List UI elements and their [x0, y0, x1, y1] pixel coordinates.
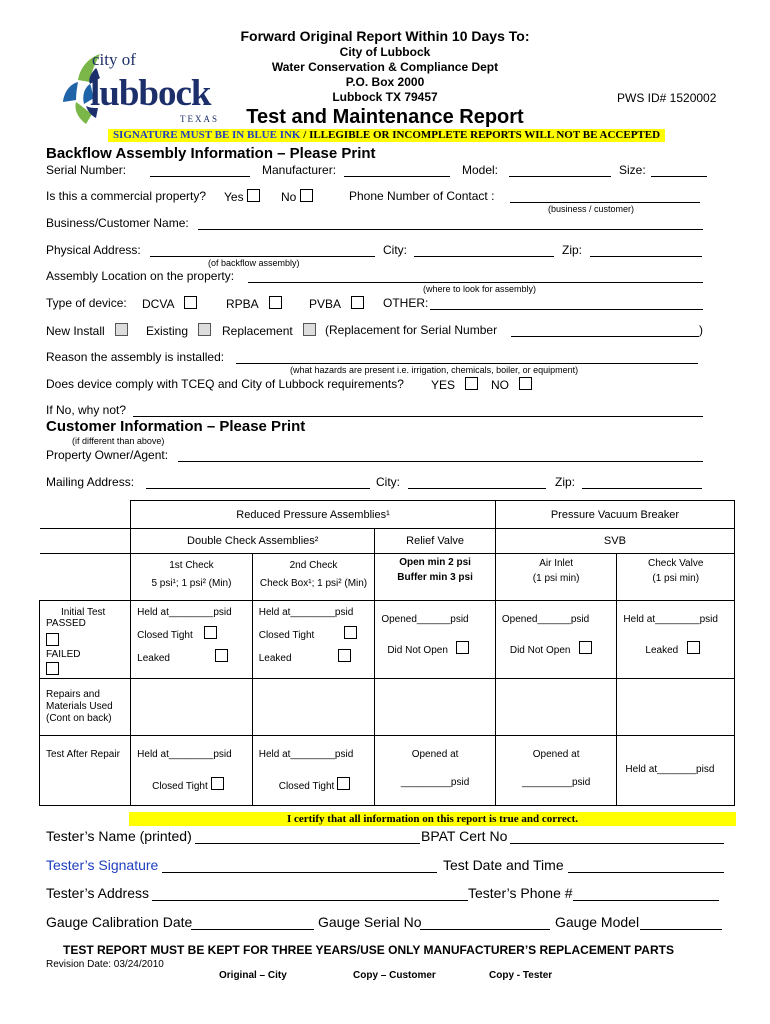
check-valve-sub: (1 psi min): [652, 573, 700, 584]
yes-label: Yes: [224, 190, 244, 204]
check-valve-title: Check Valve: [648, 558, 704, 569]
air-inlet-opened[interactable]: Opened______psid: [501, 614, 590, 625]
manufacturer-label: Manufacturer:: [262, 163, 337, 177]
other-field[interactable]: [430, 309, 703, 310]
check2-after-held[interactable]: Held at________psid: [258, 749, 354, 760]
warning-rest: ILLEGIBLE OR INCOMPLETE REPORTS WILL NOT BE ACCEPTED: [309, 129, 661, 141]
replacement-label: Replacement: [222, 324, 293, 338]
comply-no-label: NO: [491, 378, 509, 392]
physical-label: Physical Address:: [46, 243, 141, 257]
check2-initial-cell: [252, 601, 375, 679]
commercial-yes-checkbox[interactable]: [247, 189, 260, 202]
check1-leaked-checkbox[interactable]: [215, 649, 228, 662]
check-valve-header: [617, 554, 735, 601]
logo-city-of: city of: [92, 50, 136, 69]
relief-dno-label: Did Not Open: [387, 645, 448, 656]
check2-repairs-cell[interactable]: [252, 679, 375, 736]
check2-header: [252, 554, 375, 601]
check2-after-closed-label: Closed Tight: [278, 781, 335, 792]
comply-no-option: [491, 377, 532, 392]
relief-buffer-min: Buffer min 3 psi: [397, 572, 473, 583]
mailing-city-field[interactable]: [408, 488, 546, 489]
check1-title: 1st Check: [169, 560, 214, 571]
forward-heading: Forward Original Report Within 10 Days To:: [240, 28, 530, 44]
mailing-city-label: City:: [376, 475, 400, 489]
check1-sub: 5 psi¹; 1 psi² (Min): [151, 578, 232, 589]
tester-signature-field[interactable]: [162, 872, 437, 873]
air-inlet-repairs-cell[interactable]: [495, 679, 617, 736]
tester-name-label: Tester’s Name (printed): [46, 828, 192, 844]
warning-blue-ink: SIGNATURE MUST BE IN BLUE INK: [112, 129, 301, 141]
pws-id: PWS ID# 1520002: [617, 91, 717, 105]
check1-held[interactable]: Held at________psid: [137, 607, 232, 618]
check2-after-cell: [252, 736, 375, 806]
address-line-2: Water Conservation & Compliance Dept: [271, 60, 499, 74]
dcva-label: DCVA: [142, 297, 175, 311]
logo-texas: TEXAS: [180, 114, 219, 124]
failed-label: FAILED: [46, 649, 81, 660]
location-note: (where to look for assembly): [423, 284, 537, 294]
location-label: Assembly Location on the property:: [46, 269, 235, 283]
physical-city-field[interactable]: [414, 256, 554, 257]
gauge-model-label: Gauge Model: [555, 914, 640, 930]
test-table: [39, 500, 735, 806]
commercial-label: Is this a commercial property?: [46, 189, 207, 203]
keep-notice: TEST REPORT MUST BE KEPT FOR THREE YEARS/USE ONLY MANUFACTURER’S REPLACEMENT PARTS: [63, 943, 674, 957]
check-valve-initial-cell: [617, 601, 735, 679]
relief-subheader: [375, 554, 496, 601]
ifno-label: If No, why not?: [46, 403, 127, 417]
check-valve-held[interactable]: Held at________psid: [623, 614, 718, 625]
comply-yes-option: [431, 377, 478, 392]
check1-after-cell: [131, 736, 253, 806]
gauge-model-field[interactable]: [640, 929, 722, 930]
pvb-header: Pressure Vacuum Breaker: [495, 501, 734, 529]
relief-opened[interactable]: Opened______psid: [381, 614, 469, 625]
logo-lubbock: lubbock: [90, 73, 211, 114]
mailing-label: Mailing Address:: [46, 475, 135, 489]
mailing-zip-field[interactable]: [582, 488, 702, 489]
tester-phone-label: Tester’s Phone #: [468, 885, 573, 901]
air-inlet-after-psid[interactable]: _________psid: [521, 777, 591, 788]
air-inlet-dno-label: Did Not Open: [509, 645, 571, 656]
relief-after-psid[interactable]: _________psid: [400, 777, 470, 788]
relief-after-cell: [375, 736, 496, 806]
check1-closed-checkbox[interactable]: [204, 626, 217, 639]
existing-label: Existing: [146, 324, 189, 338]
revision-date: Revision Date: 03/24/2010: [46, 959, 164, 970]
tester-name-field[interactable]: [195, 843, 420, 844]
mailing-zip-label: Zip:: [555, 475, 576, 489]
air-inlet-after-cell: [495, 736, 617, 806]
gauge-calibration-label: Gauge Calibration Date: [46, 914, 193, 930]
customer-note: (if different than above): [72, 436, 165, 446]
rpba-option: [226, 296, 282, 311]
gauge-serial-field[interactable]: [420, 929, 550, 930]
replacement-option: [222, 323, 316, 338]
manufacturer-field[interactable]: [344, 176, 450, 177]
physical-zip-field[interactable]: [590, 256, 702, 257]
check2-closed-label: Closed Tight: [258, 630, 315, 641]
copy-tester: Copy - Tester: [489, 970, 553, 981]
new-install-option: [46, 323, 128, 338]
svb-header: SVB: [495, 529, 734, 554]
existing-checkbox[interactable]: [198, 323, 211, 336]
rp-header: Reduced Pressure Assemblies¹: [131, 501, 496, 529]
relief-header: Relief Valve: [375, 529, 496, 554]
test-date-field[interactable]: [568, 872, 724, 873]
address-line-3: P.O. Box 2000: [345, 75, 425, 89]
warning-banner: [108, 129, 665, 142]
passed-label: PASSED: [46, 618, 86, 629]
commercial-no-checkbox[interactable]: [300, 189, 313, 202]
commercial-no: [281, 189, 313, 204]
no-label: No: [281, 190, 297, 204]
address-line-1: City of Lubbock: [339, 45, 431, 59]
existing-option: [146, 323, 211, 338]
copy-customer: Copy – Customer: [353, 970, 436, 981]
certify-banner: I certify that all information on this report is true and correct.: [129, 812, 736, 826]
warning-separator: /: [300, 129, 310, 141]
report-title: Test and Maintenance Report: [246, 106, 524, 128]
size-field[interactable]: [651, 176, 707, 177]
reason-label: Reason the assembly is installed:: [46, 350, 225, 364]
dcva-checkbox[interactable]: [184, 296, 197, 309]
check2-closed-checkbox[interactable]: [344, 626, 357, 639]
comply-yes-label: YES: [431, 378, 456, 392]
check2-after-closed-checkbox[interactable]: [337, 777, 350, 790]
bpat-label: BPAT Cert No: [421, 828, 508, 844]
reason-field[interactable]: [236, 363, 698, 364]
copy-original: Original – City: [219, 970, 287, 981]
check2-leaked-label: Leaked: [258, 653, 292, 664]
commercial-yes: [224, 189, 260, 204]
failed-checkbox[interactable]: [46, 662, 59, 675]
check1-initial-cell: [131, 601, 253, 679]
check1-after-closed-label: Closed Tight: [152, 781, 208, 792]
check-valve-leaked-checkbox[interactable]: [687, 641, 700, 654]
tester-address-field[interactable]: [152, 900, 468, 901]
replacement-serial-field[interactable]: [511, 336, 699, 337]
model-field[interactable]: [509, 176, 611, 177]
other-label: OTHER:: [383, 296, 429, 310]
check2-leaked-checkbox[interactable]: [338, 649, 351, 662]
address-line-4: Lubbock TX 79457: [332, 90, 438, 104]
check1-closed-label: Closed Tight: [137, 630, 193, 641]
check1-after-held[interactable]: Held at________psid: [137, 749, 232, 760]
ifno-field[interactable]: [133, 416, 703, 417]
relief-open-min: Open min 2 psi: [399, 557, 471, 568]
physical-city-label: City:: [383, 243, 407, 257]
check1-leaked-label: Leaked: [137, 653, 170, 664]
new-install-label: New Install: [46, 324, 105, 338]
dcva-option: [142, 296, 197, 311]
check-valve-leaked-label: Leaked: [645, 645, 679, 656]
air-inlet-header: [495, 554, 617, 601]
mailing-field[interactable]: [146, 488, 370, 489]
phone-field[interactable]: [510, 202, 700, 203]
bpat-field[interactable]: [510, 843, 724, 844]
business-field[interactable]: [198, 229, 703, 230]
check1-after-closed-checkbox[interactable]: [211, 777, 224, 790]
comply-yes-checkbox[interactable]: [465, 377, 478, 390]
check2-title: 2nd Check: [289, 560, 338, 571]
new-install-checkbox[interactable]: [115, 323, 128, 336]
replacement-close-paren: ): [699, 323, 703, 337]
customer-heading: Customer Information – Please Print: [46, 418, 306, 435]
air-inlet-sub: (1 psi min): [532, 573, 580, 584]
rpba-label: RPBA: [226, 297, 259, 311]
relief-initial-cell: [375, 601, 496, 679]
gauge-calibration-field[interactable]: [191, 929, 314, 930]
comply-label: Does device comply with TCEQ and City of Lubbock requirements?: [46, 377, 404, 391]
after-repair-label: Test After Repair: [40, 736, 131, 806]
serial-field[interactable]: [150, 176, 250, 177]
device-type-label: Type of device:: [46, 296, 127, 310]
passed-checkbox[interactable]: [46, 633, 59, 646]
check-valve-after-held[interactable]: Held at_______pisd: [625, 764, 715, 775]
replacement-checkbox[interactable]: [303, 323, 316, 336]
relief-after-opened-at: Opened at: [411, 749, 459, 760]
check1-header: [131, 554, 253, 601]
check-valve-repairs-cell[interactable]: [617, 679, 735, 736]
assembly-heading: Backflow Assembly Information – Please Print: [46, 145, 376, 162]
pvba-checkbox[interactable]: [351, 296, 364, 309]
location-field[interactable]: [248, 282, 703, 283]
rpba-checkbox[interactable]: [269, 296, 282, 309]
air-inlet-after-opened-at: Opened at: [532, 749, 580, 760]
model-label: Model:: [462, 163, 499, 177]
check1-repairs-cell[interactable]: [131, 679, 253, 736]
reason-note: (what hazards are present i.e. irrigation, chemicals, boiler, or equipment): [290, 365, 579, 375]
tester-address-label: Tester’s Address: [46, 885, 149, 901]
phone-note: (business / customer): [548, 204, 635, 214]
air-inlet-initial-cell: [495, 601, 617, 679]
gauge-serial-label: Gauge Serial No: [318, 914, 422, 930]
owner-field[interactable]: [178, 461, 703, 462]
check2-held[interactable]: Held at________psid: [258, 607, 354, 618]
business-label: Business/Customer Name:: [46, 216, 189, 230]
physical-field[interactable]: [150, 256, 375, 257]
check-valve-after-cell: [617, 736, 735, 806]
air-inlet-dno-checkbox[interactable]: [579, 641, 592, 654]
replacement-serial-label: (Replacement for Serial Number: [325, 323, 498, 337]
relief-repairs-cell[interactable]: [375, 679, 496, 736]
initial-test-cell: [40, 601, 131, 679]
dc-header: Double Check Assemblies²: [131, 529, 375, 554]
physical-note: (of backflow assembly): [208, 258, 300, 268]
owner-label: Property Owner/Agent:: [46, 448, 169, 462]
comply-no-checkbox[interactable]: [519, 377, 532, 390]
pvba-option: [309, 296, 364, 311]
repairs-label: Repairs and Materials Used (Cont on back): [40, 679, 131, 736]
initial-test-label: Initial Test: [61, 607, 106, 618]
physical-zip-label: Zip:: [562, 243, 583, 257]
air-inlet-title: Air Inlet: [539, 558, 574, 569]
test-date-label: Test Date and Time: [443, 857, 564, 873]
phone-label: Phone Number of Contact :: [349, 189, 495, 203]
pvba-label: PVBA: [309, 297, 342, 311]
check2-sub: Check Box¹; 1 psi² (Min): [259, 578, 368, 589]
tester-phone-field[interactable]: [573, 900, 719, 901]
tester-signature-label: Tester’s Signature: [46, 857, 159, 873]
serial-label: Serial Number:: [46, 163, 127, 177]
relief-dno-checkbox[interactable]: [456, 641, 469, 654]
size-label: Size:: [619, 163, 646, 177]
